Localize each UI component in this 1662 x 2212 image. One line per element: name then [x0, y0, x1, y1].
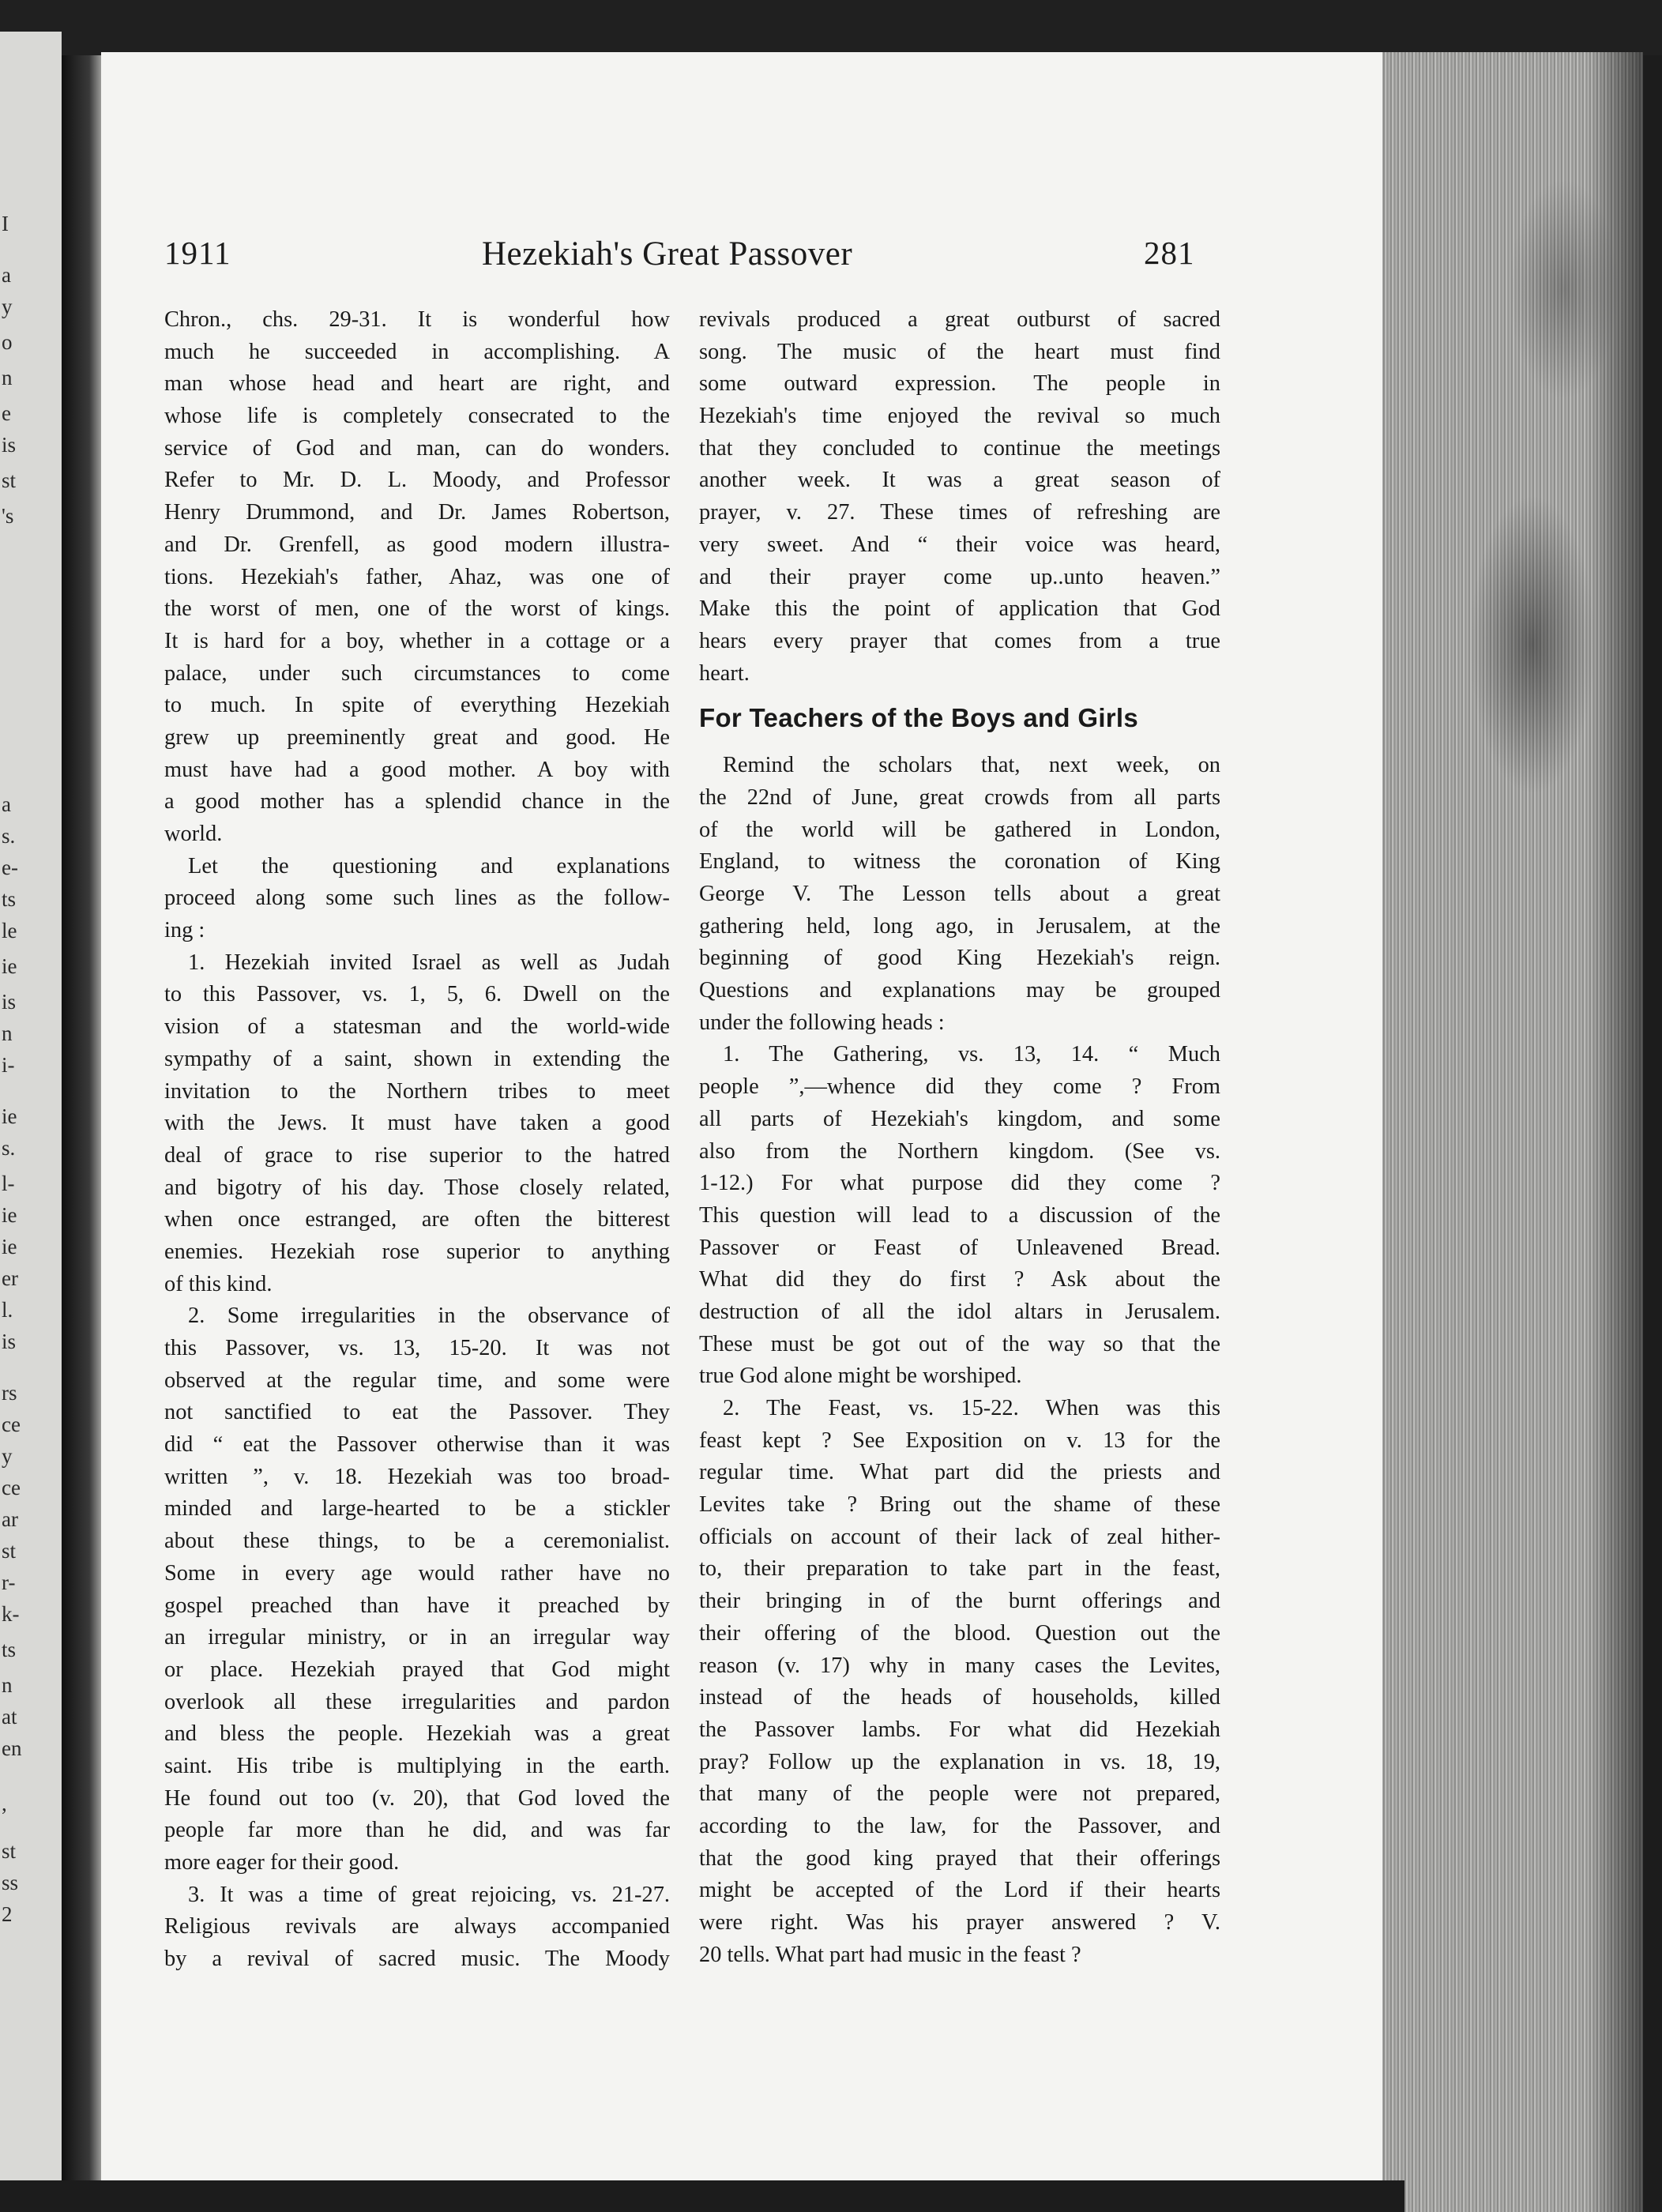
text-line: Hezekiah's time enjoyed the revival so much: [699, 404, 1220, 429]
facing-page-fragment: l-: [2, 1172, 15, 1195]
facing-page-fragment: en: [2, 1736, 22, 1760]
text-line: heart.: [699, 660, 750, 686]
right-column: [699, 304, 1220, 1971]
text-line: that many of the people were not prepared,: [699, 1781, 1220, 1807]
scan-background-bottom: [62, 2180, 1404, 2212]
text-line: and bless the people. Hezekiah was a great: [164, 1721, 670, 1747]
facing-page-fragment: le: [2, 919, 17, 942]
facing-page-fragment: is: [2, 1330, 17, 1353]
text-line: deal of grace to rise superior to the hatred: [164, 1142, 670, 1168]
text-line: world.: [164, 822, 223, 846]
edge-shadow: [1588, 52, 1643, 2212]
text-line: minded and large-hearted to be a stickler: [164, 1496, 670, 1522]
text-line: some outward expression. The people in: [699, 371, 1220, 397]
text-line: He found out too (v. 20), that God loved the: [164, 1785, 670, 1811]
facing-page-fragment: ie: [2, 1203, 17, 1227]
text-line: whose life is completely consecrated to the: [164, 404, 670, 429]
right-column-bottom: [699, 750, 1220, 1971]
text-line: overlook all these irregularities and pardon: [164, 1689, 670, 1714]
text-line: This question will lead to a discussion of the: [699, 1202, 1220, 1228]
facing-page-fragment: o: [2, 330, 13, 354]
facing-page-fragment: i-: [2, 1053, 15, 1077]
text-line: another week. It was a great season of: [699, 468, 1220, 493]
water-stain: [1469, 495, 1596, 795]
text-line: people far more than he did, and was far: [164, 1818, 670, 1843]
text-line: man whose head and heart are right, and: [164, 371, 670, 397]
text-line: officials on account of their lack of zeal hither-: [699, 1524, 1220, 1549]
facing-page-fragment: ce: [2, 1413, 21, 1436]
text-line: pray? Follow up the explanation in vs. 18, 19,: [699, 1749, 1220, 1774]
facing-page-fragment: at: [2, 1705, 17, 1729]
text-line: must have had a good mother. A boy with: [164, 757, 670, 782]
facing-page-fragment: ce: [2, 1476, 21, 1499]
text-line: a good mother has a splendid chance in the: [164, 789, 670, 814]
text-line: 1. Hezekiah invited Israel as well as Judah: [188, 950, 670, 975]
text-line: Levites take ? Bring out the shame of these: [699, 1492, 1220, 1518]
text-line: about these things, to be a ceremonialist.: [164, 1529, 670, 1554]
facing-page-fragment: er: [2, 1266, 18, 1290]
text-line: with the Jews. It must have taken a good: [164, 1111, 670, 1136]
text-line: true God alone might be worshiped.: [699, 1364, 1022, 1389]
text-line: beginning of good King Hezekiah's reign.: [699, 946, 1220, 971]
section-heading: For Teachers of the Boys and Girls: [699, 703, 1139, 733]
text-line: 1-12.) For what purpose did they come ?: [699, 1171, 1220, 1196]
facing-page-fragment: k-: [2, 1602, 20, 1626]
text-line: under the following heads :: [699, 1010, 945, 1035]
facing-page-fragment: a: [2, 792, 11, 816]
text-line: song. The music of the heart must find: [699, 339, 1220, 364]
right-column-top: [699, 304, 1220, 690]
facing-page-fragment: is: [2, 990, 17, 1014]
text-line: revivals produced a great outburst of sacred: [699, 307, 1220, 332]
text-line: to much. In spite of everything Hezekiah: [164, 693, 670, 718]
text-line: George V. The Lesson tells about a great: [699, 882, 1220, 906]
facing-page-fragment: ,: [2, 1792, 7, 1815]
facing-page-fragment: I: [2, 212, 9, 235]
text-line: ing :: [164, 918, 205, 943]
text-line: gathering held, long ago, in Jerusalem, at the: [699, 913, 1220, 939]
text-line: and bigotry of his day. Those closely related,: [164, 1175, 670, 1200]
text-line: sympathy of a saint, shown in extending the: [164, 1046, 670, 1071]
text-line: Remind the scholars that, next week, on: [723, 753, 1220, 778]
facing-page-fragment: st: [2, 1839, 17, 1863]
text-line: It is hard for a boy, whether in a cottage or a: [164, 628, 670, 653]
text-line: their bringing in of the burnt offerings and: [699, 1589, 1220, 1614]
text-line: palace, under such circumstances to come: [164, 660, 670, 686]
text-line: hears every prayer that comes from a true: [699, 628, 1220, 653]
text-line: and Dr. Grenfell, as good modern illustra-: [164, 532, 670, 557]
text-line: Let the questioning and explanations: [188, 853, 670, 878]
text-line: What did they do first ? Ask about the: [699, 1267, 1220, 1292]
text-line: service of God and man, can do wonders.: [164, 435, 670, 461]
text-line: the 22nd of June, great crowds from all parts: [699, 784, 1220, 810]
facing-page-fragment: r-: [2, 1571, 16, 1594]
text-line: Some in every age would rather have no: [164, 1560, 670, 1586]
text-line: might be accepted of the Lord if their hearts: [699, 1878, 1220, 1903]
text-line: this Passover, vs. 13, 15-20. It was not: [164, 1336, 670, 1360]
text-line: saint. His tribe is multiplying in the earth.: [164, 1753, 670, 1778]
facing-page-fragment: ts: [2, 1638, 17, 1661]
facing-page-fragment: is: [2, 433, 17, 457]
text-line: were right. Was his prayer answered ? V.: [699, 1910, 1220, 1935]
text-line: their offering of the blood. Question out the: [699, 1620, 1220, 1646]
text-line: people ”,—whence did they come ? From: [699, 1074, 1220, 1100]
text-line: tions. Hezekiah's father, Ahaz, was one of: [164, 564, 670, 589]
text-line: feast kept ? See Exposition on v. 13 for the: [699, 1428, 1220, 1453]
text-line: did “ eat the Passover otherwise than it was: [164, 1432, 670, 1458]
text-line: very sweet. And “ their voice was heard,: [699, 532, 1220, 557]
facing-page-edge: [0, 32, 62, 2180]
text-line: Questions and explanations may be grouped: [699, 978, 1220, 1003]
text-line: prayer, v. 27. These times of refreshing are: [699, 500, 1220, 525]
text-line: more eager for their good.: [164, 1850, 400, 1875]
facing-page-fragment: ar: [2, 1507, 18, 1531]
text-line: vision of a statesman and the world-wide: [164, 1014, 670, 1040]
facing-page-fragment: n: [2, 1021, 13, 1045]
text-line: according to the law, for the Passover, and: [699, 1813, 1220, 1838]
text-line: the Passover lambs. For what did Hezekiah: [699, 1717, 1220, 1742]
text-line: to this Passover, vs. 1, 5, 6. Dwell on the: [164, 982, 670, 1007]
text-line: 2. Some irregularities in the observance of: [188, 1304, 670, 1329]
text-line: written ”, v. 18. Hezekiah was too broad-: [164, 1464, 670, 1489]
text-line: much he succeeded in accomplishing. A: [164, 339, 670, 364]
scan-background: [0, 0, 1662, 55]
text-line: that the good king prayed that their offerings: [699, 1845, 1220, 1871]
header-title: Hezekiah's Great Passover: [482, 235, 853, 273]
text-line: reason (v. 17) why in many cases the Levites,: [699, 1653, 1220, 1678]
text-line: grew up preeminently great and good. He: [164, 724, 670, 750]
facing-page-fragment: rs: [2, 1381, 17, 1405]
text-line: 1. The Gathering, vs. 13, 14. “ Much: [723, 1042, 1220, 1067]
header-year: 1911: [164, 235, 231, 271]
text-line: instead of the heads of households, killed: [699, 1685, 1220, 1710]
text-line: Henry Drummond, and Dr. James Robertson,: [164, 500, 670, 525]
facing-page-fragment: n: [2, 366, 13, 389]
text-line: when once estranged, are often the bitterest: [164, 1207, 670, 1232]
text-line: the worst of men, one of the worst of kings.: [164, 596, 670, 622]
book-gutter: [62, 55, 101, 2180]
facing-page-fragment: e-: [2, 856, 18, 879]
facing-page-fragment: st: [2, 1539, 17, 1563]
facing-page-fragment: 's: [2, 504, 14, 528]
facing-page-fragment: s.: [2, 1136, 16, 1160]
page-edges: [1382, 52, 1643, 2212]
text-line: destruction of all the idol altars in Jerusalem.: [699, 1299, 1220, 1324]
text-line: an irregular ministry, or in an irregular way: [164, 1625, 670, 1650]
text-line: These must be got out of the way so that the: [699, 1331, 1220, 1356]
facing-page-fragment: y: [2, 295, 13, 318]
facing-page-fragment: ie: [2, 954, 17, 978]
text-line: observed at the regular time, and some were: [164, 1367, 670, 1393]
facing-page-fragment: l.: [2, 1298, 13, 1322]
text-line: Chron., chs. 29-31. It is wonderful how: [164, 307, 670, 332]
text-line: Passover or Feast of Unleavened Bread.: [699, 1235, 1220, 1260]
facing-page-fragment: ie: [2, 1104, 17, 1128]
text-line: England, to witness the coronation of King: [699, 849, 1220, 875]
text-line: of this kind.: [164, 1271, 273, 1296]
text-line: Make this the point of application that God: [699, 596, 1220, 622]
text-line: 3. It was a time of great rejoicing, vs. 21-27.: [188, 1882, 670, 1907]
text-line: invitation to the Northern tribes to meet: [164, 1078, 670, 1104]
facing-page-fragment: n: [2, 1673, 13, 1697]
text-line: not sanctified to eat the Passover. They: [164, 1400, 670, 1425]
text-line: to, their preparation to take part in the feast,: [699, 1556, 1220, 1582]
facing-page-fragment: e: [2, 401, 11, 425]
text-line: of the world will be gathered in London,: [699, 817, 1220, 842]
text-line: proceed along some such lines as the follow-: [164, 886, 670, 911]
facing-page-fragment: 2: [2, 1902, 13, 1926]
text-line: and their prayer come up..unto heaven.”: [699, 564, 1220, 589]
text-line: also from the Northern kingdom. (See vs.: [699, 1138, 1220, 1164]
text-line: by a revival of sacred music. The Moody: [164, 1947, 670, 1972]
facing-page-fragment: ts: [2, 887, 17, 911]
left-column: [164, 304, 670, 1976]
facing-page-fragment: st: [2, 468, 17, 492]
text-line: gospel preached than have it preached by: [164, 1593, 670, 1618]
text-line: or place. Hezekiah prayed that God might: [164, 1657, 670, 1682]
page-number: 281: [1144, 235, 1195, 271]
text-line: Religious revivals are always accompanied: [164, 1914, 670, 1939]
text-line: 2. The Feast, vs. 15-22. When was this: [723, 1396, 1220, 1420]
facing-page-fragment: ss: [2, 1871, 19, 1894]
facing-page-fragment: s.: [2, 824, 16, 848]
text-line: all parts of Hezekiah's kingdom, and some: [699, 1106, 1220, 1131]
text-line: regular time. What part did the priests and: [699, 1460, 1220, 1485]
facing-page-fragment: a: [2, 263, 11, 287]
text-line: 20 tells. What part had music in the feast ?: [699, 1942, 1081, 1967]
facing-page-fragment: y: [2, 1444, 13, 1468]
text-line: Refer to Mr. D. L. Moody, and Professor: [164, 468, 670, 493]
text-line: that they concluded to continue the meetings: [699, 435, 1220, 461]
text-line: enemies. Hezekiah rose superior to anything: [164, 1239, 670, 1264]
facing-page-fragment: ie: [2, 1235, 17, 1258]
